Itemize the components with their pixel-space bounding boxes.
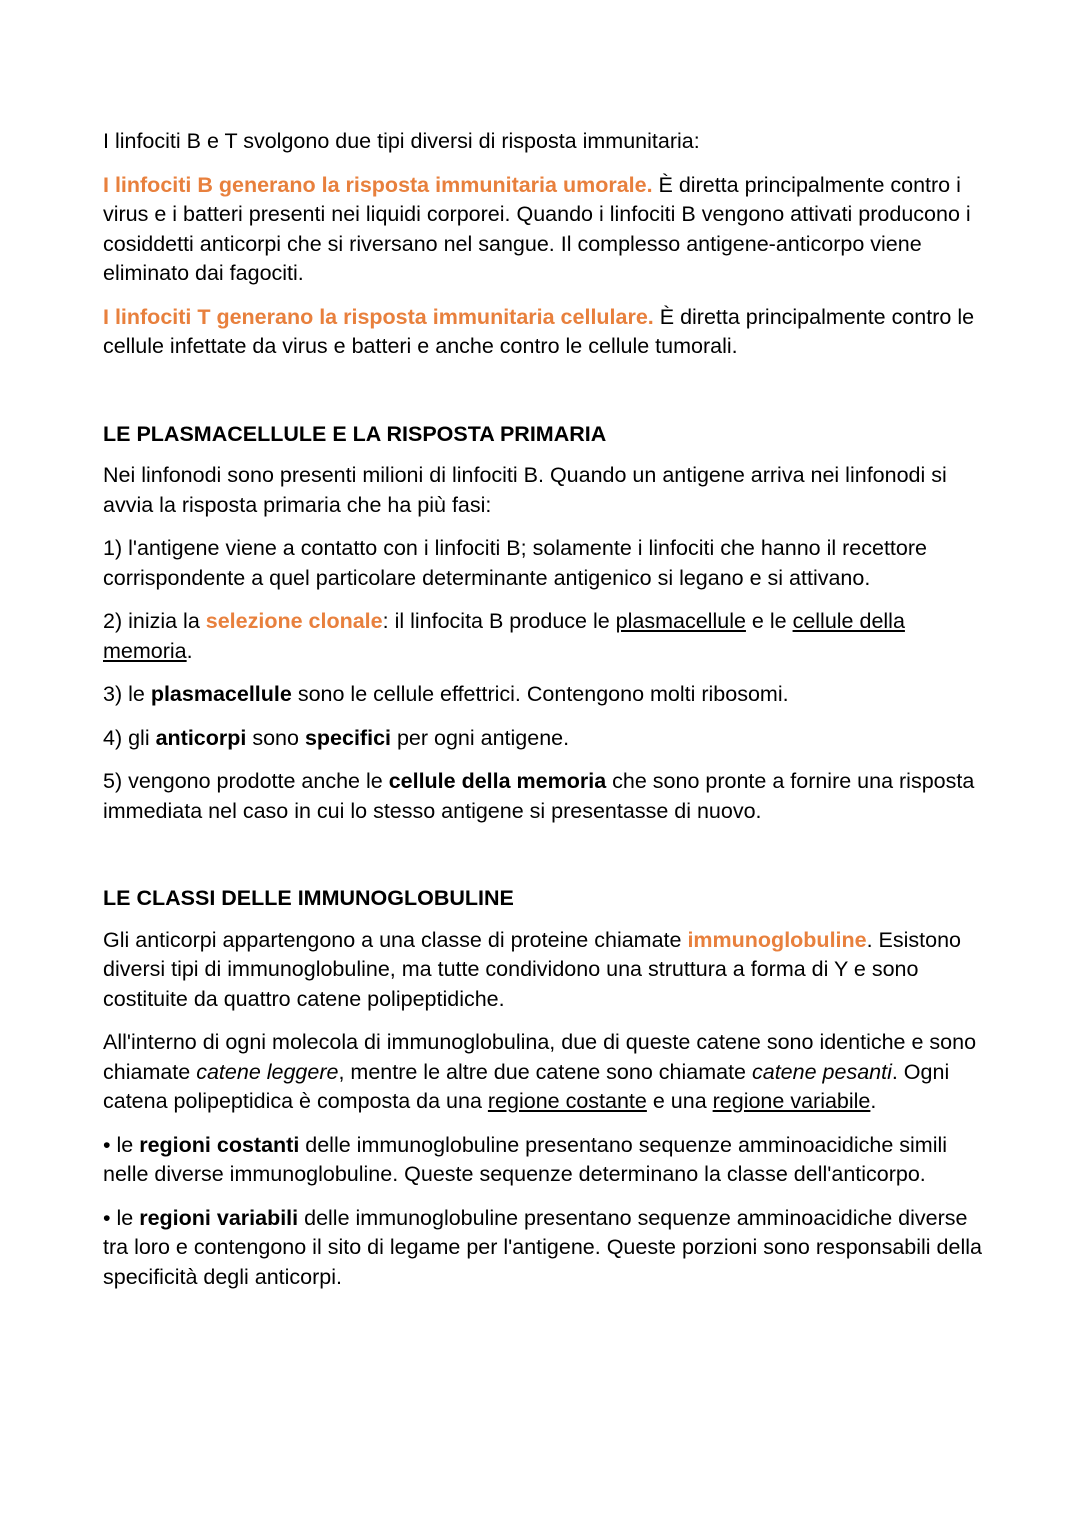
step-2: 2) inizia la selezione clonale: il linfocita B produce le plasmacellule e le cellule della memoria. — [103, 609, 905, 663]
step-1: 1) l'antigene viene a contatto con i linfociti B; solamente i linfociti che hanno il recettore corrispondente a quel particolare determinante antigenico si legano e si attivano. — [103, 536, 927, 590]
section-title-plasmacellule: LE PLASMACELLULE E LA RISPOSTA PRIMARIA — [103, 421, 607, 446]
bullet-regioni-variabili: • le regioni variabili delle immunoglobuline presentano sequenze amminoacidiche diverse tra loro e contengono il sito di legame per l'antigene. Queste porzioni sono responsabili della specificità degli anticorpi. — [103, 1205, 982, 1289]
b-cells-highlight: I linfociti B generano la risposta immunitaria umorale. — [103, 172, 653, 197]
step-3: 3) le plasmacellule sono le cellule effettrici. Contengono molti ribosomi. — [103, 682, 789, 706]
section2-paragraph-2: All'interno di ogni molecola di immunoglobulina, due di queste catene sono identiche e sono chiamate catene leggere, mentre le altre due catene sono chiamate catene pesanti. Ogni catena polipeptidica è composta da una regione costante e una regione variabile. — [103, 1030, 977, 1113]
immunoglobuline-highlight: immunoglobuline — [687, 927, 867, 952]
bullet-regioni-costanti: • le regioni costanti delle immunoglobuline presentano sequenze amminoacidiche simili nelle diverse immunoglobuline. Queste sequenze determinano la classe dell'anticorpo. — [103, 1132, 948, 1186]
document-page — [103, 127, 983, 1306]
section1-intro: Nei linfonodi sono presenti milioni di linfociti B. Quando un antigene arriva nei linfonodi si avvia la risposta primaria che ha più fasi: — [103, 463, 947, 517]
step-5: 5) vengono prodotte anche le cellule della memoria che sono pronte a fornire una risposta immediata nel caso in cui lo stesso antigene si presentasse di nuovo. — [103, 769, 975, 823]
t-cells-highlight: I linfociti T generano la risposta immunitaria cellulare. — [103, 304, 654, 329]
section-title-immunoglobuline: LE CLASSI DELLE IMMUNOGLOBULINE — [103, 886, 514, 910]
selezione-clonale-highlight: selezione clonale — [205, 609, 383, 633]
step-4: 4) gli anticorpi sono specifici per ogni antigene. — [103, 725, 570, 750]
t-cells-paragraph: I linfociti T generano la risposta immunitaria cellulare. È diretta principalmente contro le cellule infettate da virus e batteri e anche contro le cellule tumorali. — [103, 304, 975, 358]
intro-paragraph: I linfociti B e T svolgono due tipi diversi di risposta immunitaria: — [103, 129, 700, 153]
section2-paragraph-1: Gli anticorpi appartengono a una classe di proteine chiamate immunoglobuline. Esistono diversi tipi di immunoglobuline, ma tutte condividono una struttura a forma di Y e sono costituite da quattro catene polipeptidiche. — [103, 927, 962, 1011]
b-cells-paragraph: I linfociti B generano la risposta immunitaria umorale. È diretta principalmente contro i virus e i batteri presenti nei liquidi corporei. Quando i linfociti B vengono attivati producono i cosiddetti anticorpi che si riversano nel sangue. Il complesso antigene-anticorpo viene eliminato dai fagociti. — [103, 172, 971, 285]
